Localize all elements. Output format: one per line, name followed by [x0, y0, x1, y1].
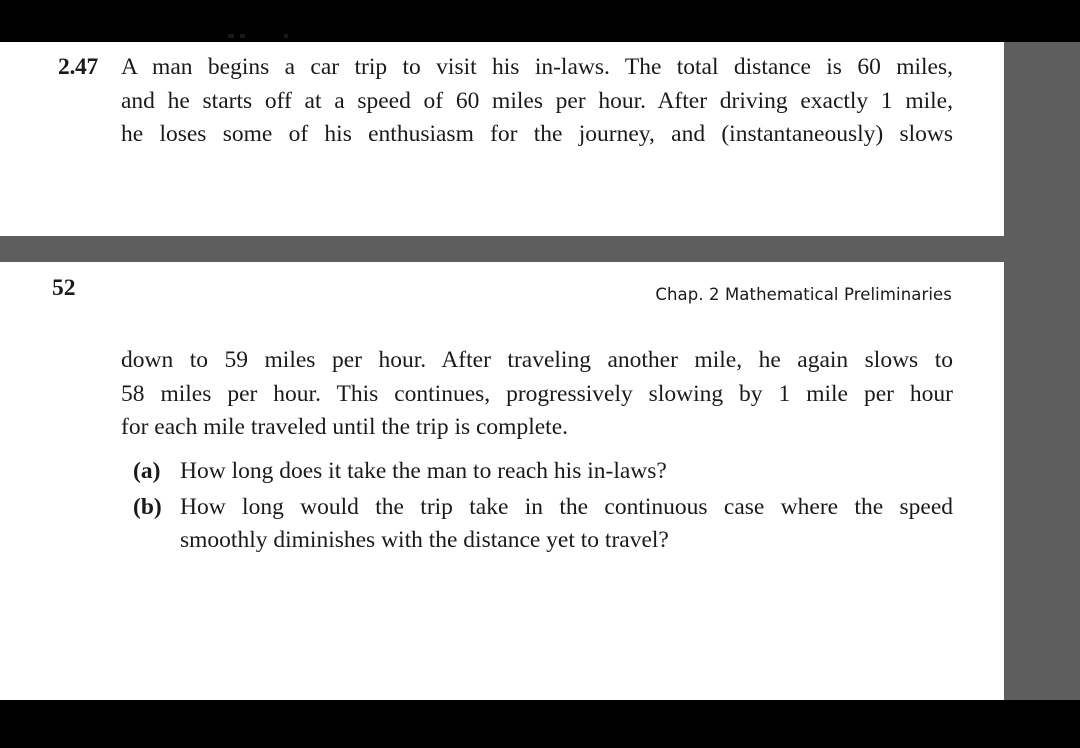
part-label: (b) [133, 493, 162, 520]
problem-continuation [121, 344, 953, 445]
text-line: A man begins a car trip to visit his in-laws. The total distance is 60 miles, [121, 54, 953, 80]
text-line: for each mile traveled until the trip is complete. [121, 414, 568, 440]
part-a [133, 455, 953, 489]
text-line: smoothly diminishes with the distance yet to travel? [180, 527, 669, 553]
problem-number: 2.47 [58, 54, 98, 80]
text-line: down to 59 miles per hour. After traveling another mile, he again slows to [121, 347, 953, 373]
problem-parts [133, 455, 953, 558]
text-line: 58 miles per hour. This continues, progressively slowing by 1 mile per hour [121, 380, 953, 407]
page-top [0, 42, 1004, 236]
text-line: How long would the trip take in the continuous case where the speed [180, 493, 953, 520]
part-b [133, 491, 953, 558]
text-line: he loses some of his enthusiasm for the journey, and (instantaneously) slows [121, 121, 953, 147]
text-line: How long does it take the man to reach his in-laws? [180, 458, 667, 484]
page-bottom [0, 262, 1004, 700]
running-head: Chap. 2 Mathematical Preliminaries [655, 285, 952, 304]
page-number: 52 [52, 275, 76, 301]
text-line: and he starts off at a speed of 60 miles per hour. After driving exactly 1 mile, [121, 87, 953, 114]
part-label: (a) [133, 458, 161, 484]
cut-off-text-line [228, 34, 318, 48]
problem-statement [121, 51, 953, 152]
